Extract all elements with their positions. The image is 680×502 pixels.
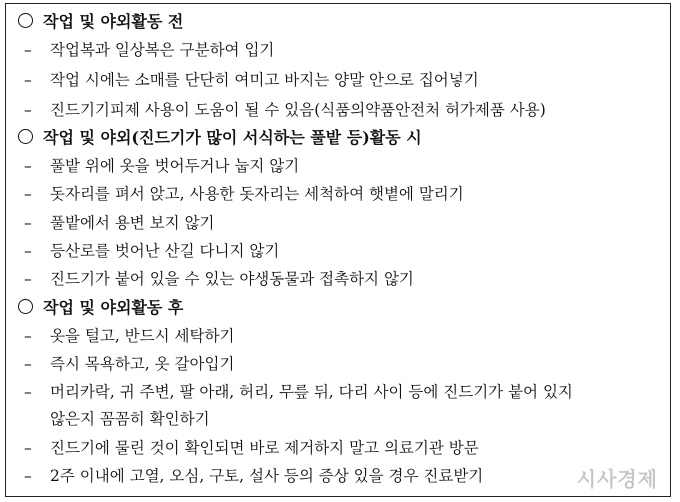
section-heading-during: 작업 및 야외(진드기가 많이 서식하는 풀밭 등)활동 시	[18, 128, 422, 148]
section-heading-after: 작업 및 야외활동 후	[18, 298, 183, 318]
list-item: – 풀밭에서 용변 보지 않기	[24, 214, 215, 232]
list-item-continuation: 않은지 꼼꼼히 확인하기	[50, 410, 210, 428]
circle-bullet-icon	[18, 299, 33, 314]
section-heading-before: 작업 및 야외활동 전	[18, 12, 183, 32]
list-item: – 2주 이내에 고열, 오심, 구토, 설사 등의 증상 있을 경우 진료받기	[24, 467, 484, 485]
watermark: 시사경제	[576, 467, 658, 491]
circle-bullet-icon	[18, 13, 33, 28]
circle-bullet-icon	[18, 129, 33, 144]
list-item: – 돗자리를 펴서 앉고, 사용한 돗자리는 세척하여 햇볕에 말리기	[24, 185, 464, 203]
list-item: – 진드기기피제 사용이 도움이 될 수 있음(식품의약품안전처 허가제품 사용)	[24, 101, 546, 119]
list-item: – 머리카락, 귀 주변, 팔 아래, 허리, 무릎 뒤, 다리 사이 등에 진드기가 붙어 있지	[24, 383, 573, 401]
list-item: – 즉시 목욕하고, 옷 갈아입기	[24, 355, 235, 373]
list-item: – 진드기에 물린 것이 확인되면 바로 제거하지 말고 의료기관 방문	[24, 439, 479, 457]
list-item: – 등산로를 벗어난 산길 다니지 않기	[24, 242, 280, 260]
guideline-box	[5, 3, 671, 497]
list-item: – 풀밭 위에 옷을 벗어두거나 눕지 않기	[24, 157, 300, 175]
list-item: – 옷을 털고, 반드시 세탁하기	[24, 327, 235, 345]
list-item: – 진드기가 붙어 있을 수 있는 야생동물과 접촉하지 않기	[24, 270, 414, 288]
list-item: – 작업 시에는 소매를 단단히 여미고 바지는 양말 안으로 집어넣기	[24, 71, 479, 89]
list-item: – 작업복과 일상복은 구분하여 입기	[24, 41, 275, 59]
